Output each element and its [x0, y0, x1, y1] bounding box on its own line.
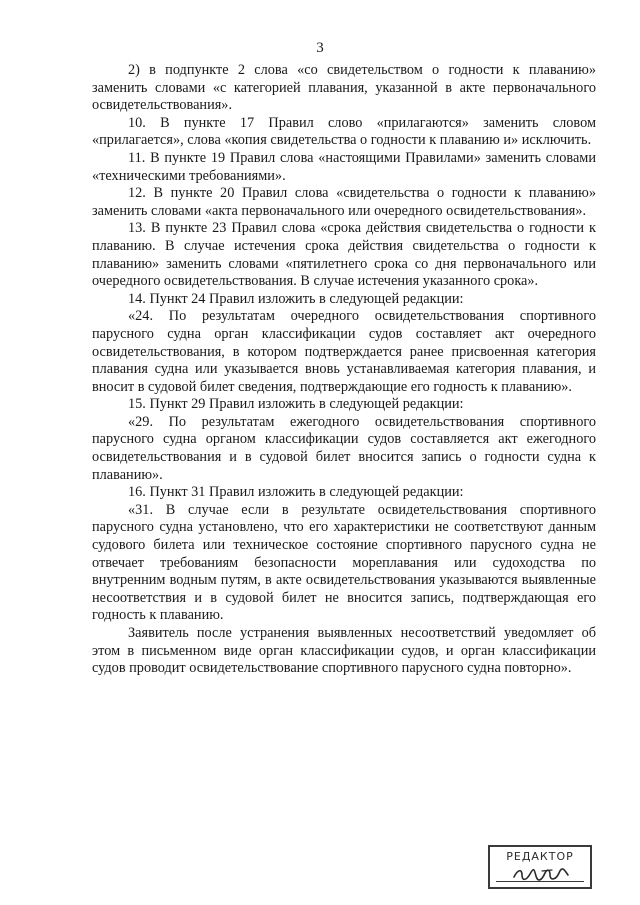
stamp-line — [496, 881, 584, 882]
paragraph: «31. В случае если в результате освидетельствования спортивного парусного судна установлено, что его характеристики не соответствуют данным судового билета или техническое состояние спортивного парусного судна не отвечает требованиям безопасности мореплавания или судоходства по внутренним водным путям, в акте освидетельствования указываются выявленные несоответствия и в судовой билет не вносится запись, подтверждающая его годность к плаванию. — [92, 501, 596, 624]
paragraph: 2) в подпункте 2 слова «со свидетельством о годности к плаванию» заменить словами «с категорией плавания, указанной в акте первоначального освидетельствования». — [92, 62, 596, 114]
stamp-title: РЕДАКТОР — [506, 850, 574, 863]
paragraph: 13. В пункте 23 Правил слова «срока действия свидетельства о годности к плаванию. В случае истечения срока действия свидетельства о годности к плаванию» заменить словами «пятилетнего срока со дня первоначального или очередного освидетельствования. В случае истечения указанного срока». — [92, 220, 596, 290]
page-number: 3 — [316, 40, 324, 56]
paragraph: 11. В пункте 19 Правил слова «настоящими Правилами» заменить словами «техническими требованиями». — [92, 149, 596, 184]
paragraph: 14. Пункт 24 Правил изложить в следующей редакции: — [128, 290, 464, 307]
document-body — [92, 62, 596, 678]
paragraph: 12. В пункте 20 Правил слова «свидетельства о годности к плаванию» заменить словами «акта первоначального или очередного освидетельствования». — [92, 185, 596, 219]
paragraph: 15. Пункт 29 Правил изложить в следующей редакции: — [128, 396, 464, 413]
paragraph: Заявитель после устранения выявленных несоответствий уведомляет об этом в письменном виде орган классификации судов, и орган классификации судов проводит освидетельствование спортивного парусного судна повторно». — [92, 625, 596, 677]
editor-stamp — [488, 845, 592, 889]
paragraph: «24. По результатам очередного освидетельствования спортивного парусного судна орган классификации судов составляет акт очередного освидетельствования, в котором подтверждается ранее присвоенная категория плавания судна или указывается вновь устанавливаемая категория плавания, и вносит в судовой билет сведения, подтверждающие его годность к плаванию». — [92, 308, 596, 395]
paragraph: 10. В пункте 17 Правил слово «прилагаются» заменить словом «прилагается», слова «копия свидетельства о годности к плаванию и» исключить. — [92, 114, 596, 149]
paragraph: 16. Пункт 31 Правил изложить в следующей редакции: — [128, 484, 464, 501]
paragraph: «29. По результатам ежегодного освидетельствования спортивного парусного судна органом классификации судов составляется акт ежегодного освидетельствования и в судовой билет вносится запись о годности судна к плаванию». — [92, 413, 596, 483]
